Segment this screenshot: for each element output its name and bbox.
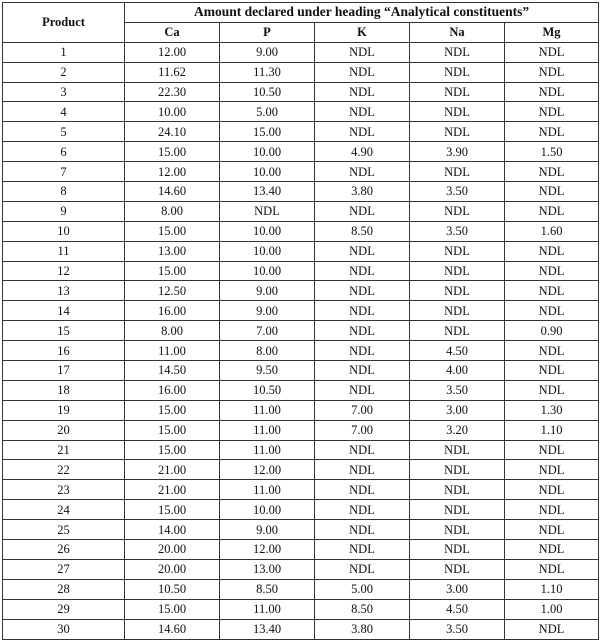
- ca-cell: 20.00: [125, 540, 220, 560]
- mg-cell: NDL: [505, 122, 599, 142]
- ca-cell: 11.62: [125, 62, 220, 82]
- na-cell: 3.50: [410, 380, 505, 400]
- product-cell: 27: [3, 559, 125, 579]
- k-cell: NDL: [315, 301, 410, 321]
- ca-cell: 15.00: [125, 261, 220, 281]
- p-cell: 9.00: [220, 520, 315, 540]
- ca-cell: 21.00: [125, 460, 220, 480]
- na-cell: 4.50: [410, 341, 505, 361]
- k-cell: NDL: [315, 241, 410, 261]
- table-row: [3, 460, 599, 480]
- p-cell: 13.00: [220, 559, 315, 579]
- k-cell: 4.90: [315, 142, 410, 162]
- ca-cell: 14.60: [125, 182, 220, 202]
- mg-cell: NDL: [505, 301, 599, 321]
- product-cell: 24: [3, 500, 125, 520]
- table-row: [3, 241, 599, 261]
- ca-cell: 15.00: [125, 500, 220, 520]
- product-cell: 10: [3, 221, 125, 241]
- ca-cell: 8.00: [125, 321, 220, 341]
- table-row: [3, 261, 599, 281]
- table-row: [3, 301, 599, 321]
- ca-cell: 12.50: [125, 281, 220, 301]
- p-cell: 9.00: [220, 42, 315, 62]
- mg-cell: NDL: [505, 361, 599, 381]
- table-row: [3, 182, 599, 202]
- column-header-mg: Mg: [505, 22, 599, 42]
- k-cell: NDL: [315, 460, 410, 480]
- k-cell: NDL: [315, 559, 410, 579]
- k-cell: NDL: [315, 42, 410, 62]
- product-cell: 22: [3, 460, 125, 480]
- mg-cell: NDL: [505, 281, 599, 301]
- k-cell: NDL: [315, 201, 410, 221]
- p-cell: 12.00: [220, 460, 315, 480]
- table-row: [3, 619, 599, 639]
- na-cell: 4.00: [410, 361, 505, 381]
- product-cell: 5: [3, 122, 125, 142]
- ca-cell: 20.00: [125, 559, 220, 579]
- k-cell: NDL: [315, 321, 410, 341]
- mg-cell: 1.10: [505, 579, 599, 599]
- column-header-p: P: [220, 22, 315, 42]
- p-cell: 11.00: [220, 480, 315, 500]
- ca-cell: 12.00: [125, 162, 220, 182]
- mg-cell: NDL: [505, 102, 599, 122]
- mg-cell: NDL: [505, 500, 599, 520]
- mg-cell: NDL: [505, 201, 599, 221]
- column-header-ca: Ca: [125, 22, 220, 42]
- na-cell: 4.50: [410, 599, 505, 619]
- mg-cell: NDL: [505, 82, 599, 102]
- table-row: [3, 102, 599, 122]
- product-cell: 15: [3, 321, 125, 341]
- na-cell: NDL: [410, 102, 505, 122]
- mg-cell: 0.90: [505, 321, 599, 341]
- p-cell: 10.00: [220, 241, 315, 261]
- ca-cell: 12.00: [125, 42, 220, 62]
- mg-cell: NDL: [505, 62, 599, 82]
- table-row: [3, 500, 599, 520]
- p-cell: 15.00: [220, 122, 315, 142]
- k-cell: NDL: [315, 261, 410, 281]
- na-cell: NDL: [410, 82, 505, 102]
- k-cell: NDL: [315, 480, 410, 500]
- mg-cell: NDL: [505, 261, 599, 281]
- product-cell: 19: [3, 400, 125, 420]
- table-row: [3, 579, 599, 599]
- ca-cell: 11.00: [125, 341, 220, 361]
- k-cell: 3.80: [315, 182, 410, 202]
- table-row: [3, 42, 599, 62]
- table-row: [3, 380, 599, 400]
- ca-cell: 15.00: [125, 420, 220, 440]
- k-cell: NDL: [315, 380, 410, 400]
- table-body: [3, 42, 599, 639]
- mg-cell: NDL: [505, 520, 599, 540]
- mg-cell: NDL: [505, 162, 599, 182]
- na-cell: NDL: [410, 321, 505, 341]
- product-cell: 17: [3, 361, 125, 381]
- p-cell: 13.40: [220, 619, 315, 639]
- ca-cell: 15.00: [125, 400, 220, 420]
- ca-cell: 16.00: [125, 301, 220, 321]
- p-cell: 8.00: [220, 341, 315, 361]
- p-cell: 10.50: [220, 380, 315, 400]
- na-cell: NDL: [410, 261, 505, 281]
- p-cell: 13.40: [220, 182, 315, 202]
- product-cell: 21: [3, 440, 125, 460]
- product-cell: 16: [3, 341, 125, 361]
- ca-cell: 21.00: [125, 480, 220, 500]
- mg-cell: NDL: [505, 241, 599, 261]
- mg-cell: NDL: [505, 341, 599, 361]
- p-cell: 9.00: [220, 301, 315, 321]
- table-row: [3, 82, 599, 102]
- ca-cell: 15.00: [125, 440, 220, 460]
- k-cell: NDL: [315, 162, 410, 182]
- k-cell: NDL: [315, 500, 410, 520]
- p-cell: 5.00: [220, 102, 315, 122]
- mg-cell: NDL: [505, 380, 599, 400]
- mg-cell: NDL: [505, 480, 599, 500]
- table-row: [3, 62, 599, 82]
- product-cell: 4: [3, 102, 125, 122]
- mg-cell: NDL: [505, 440, 599, 460]
- analytical-constituents-table: [2, 2, 599, 640]
- mg-cell: NDL: [505, 182, 599, 202]
- ca-cell: 10.00: [125, 102, 220, 122]
- column-header-na: Na: [410, 22, 505, 42]
- ca-cell: 14.00: [125, 520, 220, 540]
- mg-cell: 1.30: [505, 400, 599, 420]
- na-cell: NDL: [410, 540, 505, 560]
- ca-cell: 13.00: [125, 241, 220, 261]
- na-cell: NDL: [410, 162, 505, 182]
- na-cell: 3.00: [410, 579, 505, 599]
- k-cell: 7.00: [315, 420, 410, 440]
- product-cell: 2: [3, 62, 125, 82]
- na-cell: NDL: [410, 559, 505, 579]
- p-cell: 11.00: [220, 440, 315, 460]
- product-cell: 11: [3, 241, 125, 261]
- na-cell: NDL: [410, 201, 505, 221]
- na-cell: NDL: [410, 281, 505, 301]
- product-cell: 25: [3, 520, 125, 540]
- product-cell: 1: [3, 42, 125, 62]
- k-cell: NDL: [315, 122, 410, 142]
- product-cell: 8: [3, 182, 125, 202]
- group-column-header: Amount declared under heading “Analytical constituents”: [125, 3, 599, 23]
- na-cell: NDL: [410, 440, 505, 460]
- product-cell: 7: [3, 162, 125, 182]
- k-cell: 3.80: [315, 619, 410, 639]
- p-cell: 11.30: [220, 62, 315, 82]
- table-row: [3, 440, 599, 460]
- header-row-top: [3, 3, 599, 23]
- product-cell: 18: [3, 380, 125, 400]
- mg-cell: 1.60: [505, 221, 599, 241]
- product-cell: 29: [3, 599, 125, 619]
- ca-cell: 16.00: [125, 380, 220, 400]
- ca-cell: 22.30: [125, 82, 220, 102]
- table-row: [3, 201, 599, 221]
- ca-cell: 15.00: [125, 599, 220, 619]
- table-row: [3, 142, 599, 162]
- na-cell: NDL: [410, 480, 505, 500]
- mg-cell: NDL: [505, 42, 599, 62]
- p-cell: 10.00: [220, 500, 315, 520]
- product-cell: 13: [3, 281, 125, 301]
- k-cell: NDL: [315, 62, 410, 82]
- na-cell: 3.00: [410, 400, 505, 420]
- na-cell: NDL: [410, 42, 505, 62]
- p-cell: 10.00: [220, 261, 315, 281]
- table-row: [3, 400, 599, 420]
- mg-cell: 1.50: [505, 142, 599, 162]
- na-cell: NDL: [410, 122, 505, 142]
- k-cell: 5.00: [315, 579, 410, 599]
- na-cell: NDL: [410, 301, 505, 321]
- table-row: [3, 221, 599, 241]
- product-cell: 23: [3, 480, 125, 500]
- na-cell: NDL: [410, 500, 505, 520]
- product-cell: 12: [3, 261, 125, 281]
- ca-cell: 24.10: [125, 122, 220, 142]
- k-cell: NDL: [315, 281, 410, 301]
- table-row: [3, 122, 599, 142]
- ca-cell: 15.00: [125, 221, 220, 241]
- ca-cell: 8.00: [125, 201, 220, 221]
- k-cell: 7.00: [315, 400, 410, 420]
- na-cell: 3.50: [410, 182, 505, 202]
- p-cell: 7.00: [220, 321, 315, 341]
- table-row: [3, 480, 599, 500]
- k-cell: NDL: [315, 520, 410, 540]
- mg-cell: NDL: [505, 619, 599, 639]
- p-cell: 10.00: [220, 142, 315, 162]
- k-cell: NDL: [315, 440, 410, 460]
- product-cell: 28: [3, 579, 125, 599]
- na-cell: 3.20: [410, 420, 505, 440]
- ca-cell: 14.60: [125, 619, 220, 639]
- p-cell: 12.00: [220, 540, 315, 560]
- p-cell: 10.00: [220, 162, 315, 182]
- table-row: [3, 162, 599, 182]
- table-row: [3, 361, 599, 381]
- p-cell: 10.50: [220, 82, 315, 102]
- na-cell: 3.90: [410, 142, 505, 162]
- column-header-k: K: [315, 22, 410, 42]
- table-row: [3, 281, 599, 301]
- mg-cell: NDL: [505, 559, 599, 579]
- table-row: [3, 540, 599, 560]
- k-cell: NDL: [315, 361, 410, 381]
- mg-cell: 1.00: [505, 599, 599, 619]
- mg-cell: NDL: [505, 540, 599, 560]
- na-cell: 3.50: [410, 619, 505, 639]
- table-row: [3, 599, 599, 619]
- product-cell: 14: [3, 301, 125, 321]
- k-cell: NDL: [315, 341, 410, 361]
- product-cell: 26: [3, 540, 125, 560]
- product-cell: 6: [3, 142, 125, 162]
- table-row: [3, 559, 599, 579]
- mg-cell: NDL: [505, 460, 599, 480]
- k-cell: 8.50: [315, 221, 410, 241]
- table-row: [3, 420, 599, 440]
- na-cell: NDL: [410, 241, 505, 261]
- k-cell: 8.50: [315, 599, 410, 619]
- product-cell: 30: [3, 619, 125, 639]
- na-cell: NDL: [410, 520, 505, 540]
- p-cell: 9.00: [220, 281, 315, 301]
- p-cell: NDL: [220, 201, 315, 221]
- k-cell: NDL: [315, 82, 410, 102]
- product-cell: 3: [3, 82, 125, 102]
- p-cell: 9.50: [220, 361, 315, 381]
- product-column-header: Product: [3, 3, 125, 43]
- ca-cell: 14.50: [125, 361, 220, 381]
- k-cell: NDL: [315, 540, 410, 560]
- table-row: [3, 520, 599, 540]
- p-cell: 10.00: [220, 221, 315, 241]
- mg-cell: 1.10: [505, 420, 599, 440]
- table-row: [3, 321, 599, 341]
- product-cell: 9: [3, 201, 125, 221]
- table-row: [3, 341, 599, 361]
- ca-cell: 15.00: [125, 142, 220, 162]
- p-cell: 11.00: [220, 400, 315, 420]
- p-cell: 11.00: [220, 420, 315, 440]
- k-cell: NDL: [315, 102, 410, 122]
- ca-cell: 10.50: [125, 579, 220, 599]
- p-cell: 11.00: [220, 599, 315, 619]
- p-cell: 8.50: [220, 579, 315, 599]
- na-cell: 3.50: [410, 221, 505, 241]
- na-cell: NDL: [410, 62, 505, 82]
- na-cell: NDL: [410, 460, 505, 480]
- product-cell: 20: [3, 420, 125, 440]
